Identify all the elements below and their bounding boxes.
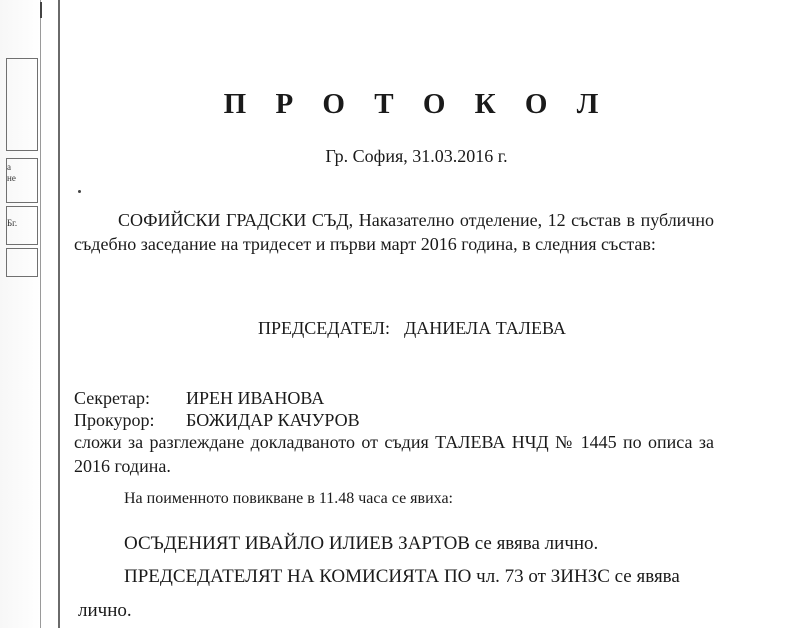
- chair-line: [258, 318, 566, 339]
- commission-line: ПРЕДСЕДАТЕЛЯТ НА КОМИСИЯТА ПО чл. 73 от ЗИНЗС се явява: [124, 566, 680, 587]
- chair-name: ДАНИЕЛА ТАЛЕВА: [403, 318, 566, 338]
- convict-line: ОСЪДЕНИЯТ ИВАЙЛО ИЛИЕВ ЗАРТОВ се явява лично.: [124, 533, 599, 554]
- commission-line-end: лично.: [78, 600, 132, 621]
- roll-call-line: На поименното повикване в 11.48 часа се явиха:: [124, 490, 453, 507]
- prosecutor-label: Прокурор:: [74, 410, 155, 430]
- place-and-date: Гр. София, 31.03.2016 г.: [325, 146, 508, 166]
- margin-stamp-text-1: а: [7, 162, 11, 172]
- margin-stamp-text-2: не: [7, 173, 16, 183]
- margin-stamp-text-3: Бг.: [7, 218, 18, 228]
- margin-stamp-box-3: [6, 206, 38, 245]
- margin-stamp-box-4: [6, 248, 38, 277]
- scan-speck: [78, 190, 81, 193]
- intro-paragraph: СОФИЙСКИ ГРАДСКИ СЪД, Наказателно отделение, 12 състав в публично съдебно заседание на тридесет и първи март 2016 година, в следния състав:: [74, 210, 714, 254]
- document-title: П Р О Т О К О Л: [223, 88, 610, 120]
- prosecutor-row: [74, 410, 360, 431]
- secretary-label: Секретар:: [74, 388, 151, 408]
- prosecutor-name: БОЖИДАР КАЧУРОВ: [186, 410, 360, 430]
- secretary-row: [74, 388, 324, 409]
- chair-label: ПРЕДСЕДАТЕЛ:: [258, 318, 390, 338]
- case-paragraph: сложи за разглеждане докладваното от съдия ТАЛЕВА НЧД № 1445 по описа за 2016 година.: [74, 432, 714, 476]
- scan-top-mark: [40, 2, 50, 18]
- secretary-name: ИРЕН ИВАНОВА: [186, 388, 325, 408]
